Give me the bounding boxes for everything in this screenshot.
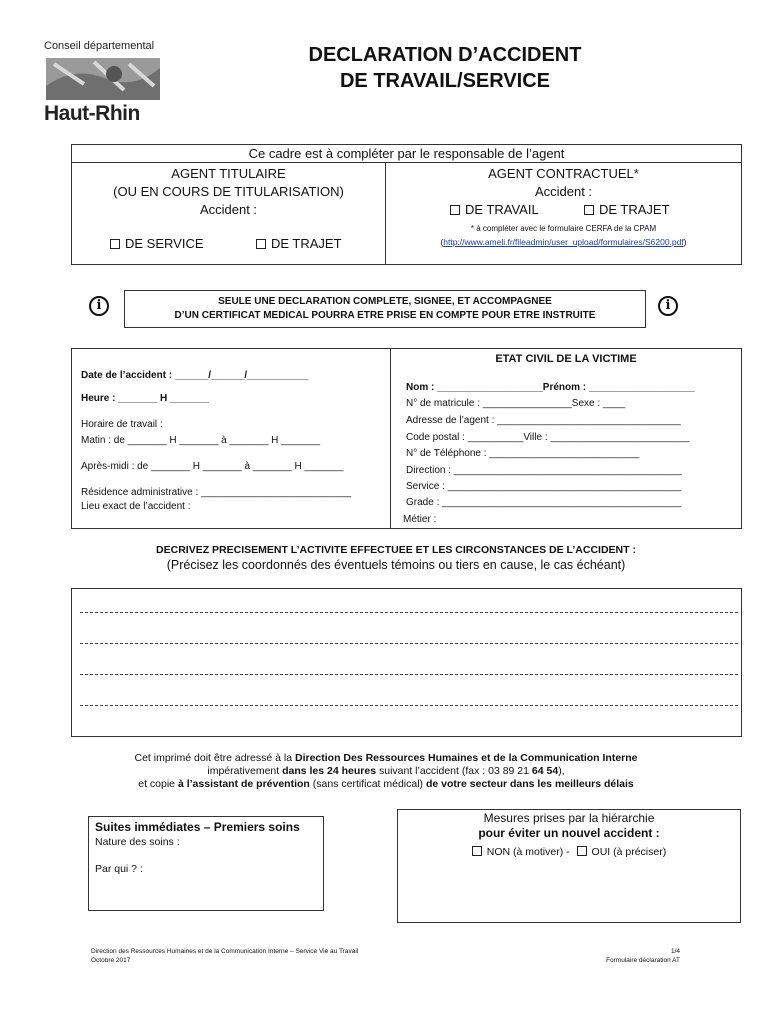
envoi-l2-bold-b: 64 54 xyxy=(531,765,559,777)
cerfa-note: * à compléter avec le formulaire CERFA de la CPAM xyxy=(470,224,657,233)
envoi-line-2 xyxy=(71,765,701,778)
circonstances-line-1 xyxy=(80,612,738,613)
suites-parqui-label: Par qui ? : xyxy=(95,863,143,875)
option-non[interactable] xyxy=(472,846,570,858)
agent-type-box xyxy=(71,144,742,265)
warning-line-2: D’UN CERTIFICAT MEDICAL POURRA ETRE PRISE EN COMPTE POUR ETRE INSTRUITE xyxy=(174,310,596,321)
warning-box xyxy=(124,290,646,328)
victime-matricule-field[interactable]: N° de matricule : ________________Sexe : ____ xyxy=(406,398,626,409)
contractuel-section xyxy=(385,165,742,201)
victime-nom-field[interactable]: Nom : ___________________Prénom : ___________________ xyxy=(406,382,695,393)
option-de-trajet-titulaire[interactable] xyxy=(256,236,342,251)
envoi-l1-bold: Direction Des Ressources Humaines et de la Communication Interne xyxy=(294,752,638,764)
option-oui-label: OUI (à préciser) xyxy=(591,846,667,858)
accident-heure-field[interactable]: Heure : _______ H _______ xyxy=(81,393,209,404)
envoi-l2-text-c: ), xyxy=(558,765,565,777)
envoi-l2-text-a: impérativement xyxy=(207,765,283,777)
info-icon-left: i xyxy=(89,296,109,316)
checkbox-de-trajet-contractuel[interactable] xyxy=(584,205,594,215)
circonstances-heading xyxy=(71,544,721,572)
mesures-title-line-2: pour éviter un nouvel accident : xyxy=(478,826,660,840)
checkbox-de-service[interactable] xyxy=(110,239,120,249)
title-line-2: DE TRAVAIL/SERVICE xyxy=(339,70,551,92)
envoi-l1-text: Cet imprimé doit être adressé à la xyxy=(134,752,295,764)
footer-department: Direction des Ressources Humaines et de la Communication Interne – Service Vie au Travail xyxy=(91,948,359,955)
victime-metier-field[interactable]: Métier : xyxy=(403,514,437,525)
contractuel-title: AGENT CONTRACTUEL* xyxy=(488,166,639,181)
envoi-l2-text-b: suivant l’accident (fax : 03 89 21 xyxy=(376,765,532,777)
titulaire-title: AGENT TITULAIRE xyxy=(171,166,286,181)
logo xyxy=(44,40,169,130)
checkbox-de-trajet-titulaire[interactable] xyxy=(256,239,266,249)
page-title xyxy=(240,42,650,94)
warning-line-1: SEULE UNE DECLARATION COMPLETE, SIGNEE, ET ACCOMPAGNEE xyxy=(218,296,552,307)
footer-form-name: Formulaire déclaration AT xyxy=(606,957,680,964)
logo-emblem-image xyxy=(44,56,162,102)
accident-victim-divider xyxy=(390,349,391,529)
envoi-l3-bold-b: de votre secteur dans les meilleurs délais xyxy=(425,778,634,790)
mesures-box[interactable] xyxy=(397,809,741,923)
footer-date: Octobre 2017 xyxy=(91,957,131,964)
logo-top-text: Conseil départemental xyxy=(44,40,155,52)
envoi-l3-bold-a: à l’assistant de prévention xyxy=(177,778,310,790)
checkbox-non[interactable] xyxy=(472,846,482,856)
horaire-apresmidi-field[interactable]: Après-midi : de _______ H _______ à _______ H _______ xyxy=(81,461,344,472)
cerfa-link-line: (http://www.ameli.fr/fileadmin/user_upload/formulaires/S6200.pdf) xyxy=(440,237,687,247)
circonstances-title: DECRIVEZ PRECISEMENT L’ACTIVITE EFFECTUEE ET LES CIRCONSTANCES DE L’ACCIDENT : xyxy=(156,544,636,556)
option-de-trajet-titulaire-label: DE TRAJET xyxy=(271,236,342,251)
option-de-travail-label: DE TRAVAIL xyxy=(465,202,539,217)
titulaire-section xyxy=(72,165,385,219)
circonstances-textarea[interactable] xyxy=(71,588,742,737)
circonstances-subtitle: (Précisez les coordonnés des éventuels témoins ou tiers en cause, le cas échéant) xyxy=(166,558,626,572)
envoi-l3-text-b: (sans certificat médical) xyxy=(309,778,426,790)
option-de-travail[interactable] xyxy=(450,202,539,217)
footer-page-number: 1/4 xyxy=(670,948,680,955)
title-line-1: DECLARATION D’ACCIDENT xyxy=(308,44,582,66)
option-oui[interactable] xyxy=(577,846,667,858)
mesures-title xyxy=(398,811,740,841)
mesures-options xyxy=(398,846,740,858)
victime-adresse-field[interactable]: Adresse de l’agent : _________________________________ xyxy=(406,415,681,426)
envoi-l2-bold-a: dans les 24 heures xyxy=(282,765,377,777)
titulaire-subtitle: (OU EN COURS DE TITULARISATION) xyxy=(113,184,344,199)
option-de-trajet-contractuel[interactable] xyxy=(584,202,670,217)
victime-title: ETAT CIVIL DE LA VICTIME xyxy=(495,353,637,365)
circonstances-line-3 xyxy=(80,674,738,675)
victime-service-field[interactable]: Service : __________________________________________ xyxy=(406,481,682,492)
victime-direction-field[interactable]: Direction : _________________________________________ xyxy=(406,465,682,476)
cerfa-link[interactable]: http://www.ameli.fr/fileadmin/user_upload/formulaires/S6200.pdf xyxy=(443,237,684,247)
victime-telephone-field[interactable]: N° de Téléphone : ___________________________ xyxy=(406,448,640,459)
accident-victim-box xyxy=(71,348,742,529)
circonstances-line-4 xyxy=(80,705,738,706)
horaire-matin-field[interactable]: Matin : de _______ H _______ à _______ H _______ xyxy=(81,435,321,446)
checkbox-de-travail[interactable] xyxy=(450,205,460,215)
envoi-l3-text-a: et copie xyxy=(138,778,178,790)
victime-code-postal-field[interactable]: Code postal : __________Ville : _________________________ xyxy=(406,432,690,443)
lieu-field[interactable]: Lieu exact de l’accident : xyxy=(81,501,191,512)
checkbox-oui[interactable] xyxy=(577,846,587,856)
suites-box[interactable] xyxy=(88,816,324,911)
horaire-label: Horaire de travail : xyxy=(81,419,163,430)
envoi-line-3 xyxy=(71,778,701,791)
envoi-instructions xyxy=(71,752,701,791)
option-de-service-label: DE SERVICE xyxy=(125,236,204,251)
accident-date-field[interactable]: Date de l’accident : ______/______/___________ xyxy=(81,370,309,381)
mesures-title-line-1: Mesures prises par la hiérarchie xyxy=(483,811,655,825)
envoi-line-1 xyxy=(71,752,701,765)
footer-left xyxy=(91,947,358,965)
option-non-label: NON (à motiver) - xyxy=(486,846,570,858)
logo-bottom-text: Haut-Rhin xyxy=(44,102,140,125)
info-icon-right: i xyxy=(658,296,678,316)
contractuel-accident-label: Accident : xyxy=(534,184,593,199)
titulaire-accident-label: Accident : xyxy=(199,202,258,217)
footer-right xyxy=(560,947,680,965)
suites-title: Suites immédiates – Premiers soins xyxy=(95,820,300,834)
suites-nature-label: Nature des soins : xyxy=(95,836,180,848)
circonstances-line-2 xyxy=(80,643,738,644)
agent-box-banner: Ce cadre est à compléter par le responsable de l’agent xyxy=(72,145,741,163)
residence-field[interactable]: Résidence administrative : ___________________________ xyxy=(81,487,352,498)
option-de-service[interactable] xyxy=(110,236,204,251)
option-de-trajet-contractuel-label: DE TRAJET xyxy=(599,202,670,217)
victime-grade-field[interactable]: Grade : ___________________________________________ xyxy=(406,497,682,508)
